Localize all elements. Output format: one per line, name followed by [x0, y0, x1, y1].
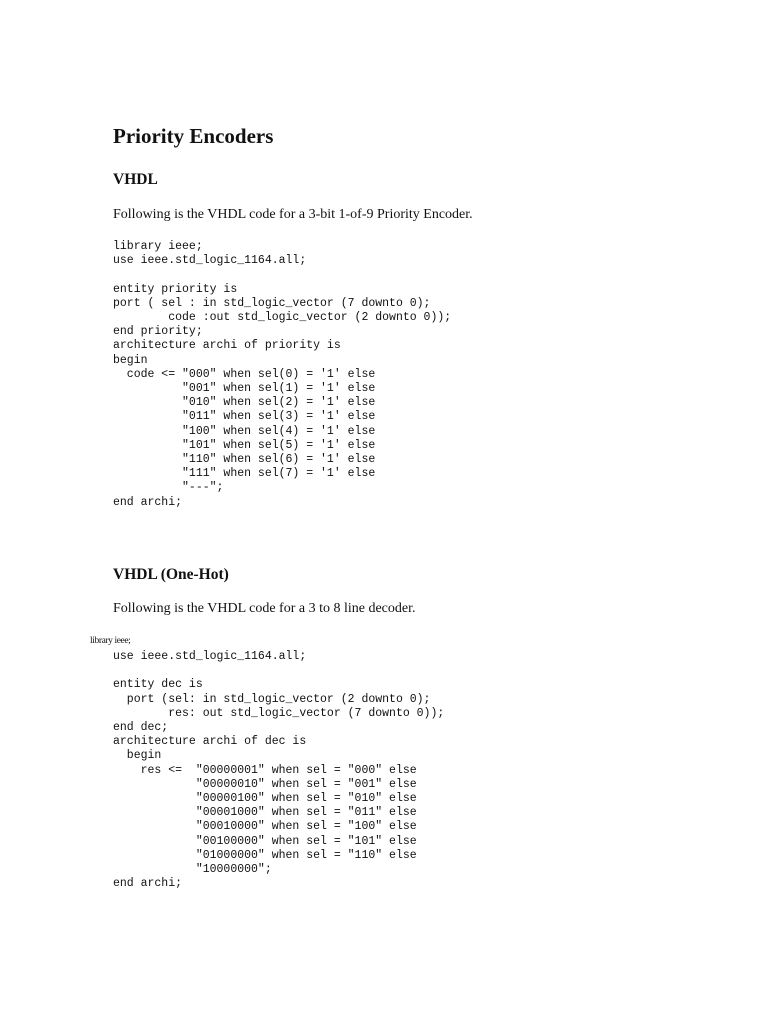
section-intro-line-decoder: Following is the VHDL code for a 3 to 8 line decoder. — [113, 601, 416, 616]
page-title: Priority Encoders — [113, 124, 274, 148]
section-intro-priority-encoder: Following is the VHDL code for a 3-bit 1-of-9 Priority Encoder. — [113, 207, 473, 222]
code-block-priority-encoder: library ieee; use ieee.std_logic_1164.all; entity priority is port ( sel : in std_logic_vector (7 downto 0); code :out std_logic_vector (2 downto 0)); end priority; architecture archi of priority is begin code <= "000" when sel(0) = '1' else "001" when sel(1) = '1' else "010" when sel(2) = '1' else "011" when sel(3) = '1' else "100" when sel(4) = '1' else "101" when sel(5) = '1' else "110" when sel(6) = '1' else "111" when sel(7) = '1' else "---"; end archi; — [113, 240, 452, 509]
section-heading-vhdl-one-hot: VHDL (One-Hot) — [113, 566, 229, 583]
library-line: library ieee; — [90, 636, 131, 646]
code-block-line-decoder: use ieee.std_logic_1164.all; entity dec is port (sel: in std_logic_vector (2 downto 0); res: out std_logic_vector (7 downto 0)); end dec; architecture archi of dec is begin res <= "00000001" when sel = "000" else "00000010" when sel = "001" else "00000100" when sel = "010" else "00001000" when sel = "011" else "00010000" when sel = "100" else "00100000" when sel = "101" else "01000000" when sel = "110" else "10000000"; end archi; — [113, 650, 445, 891]
section-heading-vhdl: VHDL — [113, 171, 158, 188]
